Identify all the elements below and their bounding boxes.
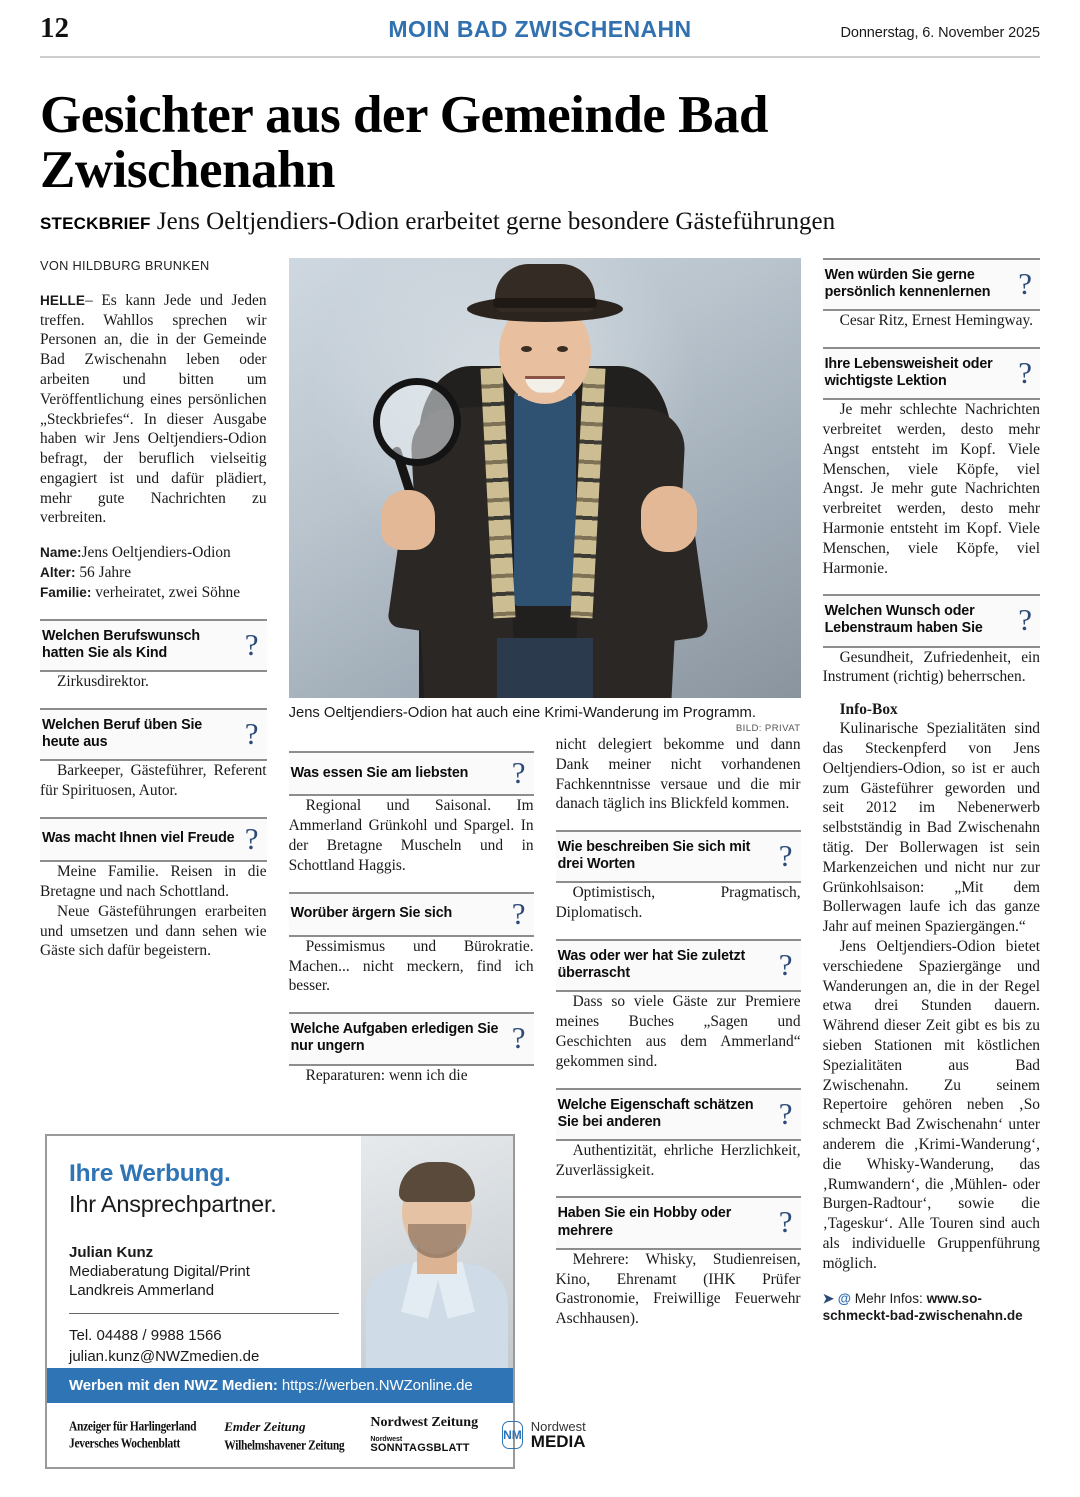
ad-url-bar[interactable] [47,1368,513,1403]
ad-contact-region: Landkreis Ammerland [69,1282,215,1299]
logo-anzeiger-harlingerland: Anzeiger für Harlingerland [69,1419,197,1434]
nordwest-media-line1: Nordwest [530,1418,586,1434]
question-block [40,708,267,761]
more-info-url[interactable]: www.so-schmeckt-bad-zwischenahn.de [822,1290,1023,1323]
fact-age [40,563,267,583]
ad-portrait-photo [361,1136,513,1368]
infobox-paragraph-2: Jens Oeltjendiers-Odion bietet verschiedene Spaziergänge und Wanderungen an, die in der Regel etwa drei Stunden dauern. Während dieser Zeit gibt es bis zu sieben Stationen mit köstlichen Spezialitäten aus Bad Zwischenahn. Zu seinem Repertoire gehören neben ‚So schmeckt Bad Zwischenahn‘ unter anderem die ‚Krimi-Wanderung‘, die Whisky-Wanderung, das ‚Rumwandern‘, die ‚Mühlen- oder Burgen-Radtour‘, sowie die ‚Tageskur‘. Alle Touren sind auch als individuelle Gruppenführung möglich. [822,937,1040,1272]
logo-emder-zeitung: Emder Zeitung [224,1418,306,1434]
nordwest-media-line2: MEDIA [530,1431,586,1451]
question-block [289,751,534,796]
page-number: 12 [40,12,69,44]
question-mark-icon: ? [244,626,259,662]
logo-group-2 [224,1419,344,1452]
question-text: Welchen Beruf üben Sie heute aus [42,716,203,751]
question-block [823,258,1040,311]
answer-text: Mehrere: Whisky, Studienreisen, Kino, Ehrenamt (IHK Prüfer Gastronomie, Freiwillige Feuerwehr Aschhausen). [555,1250,801,1328]
question-mark-icon: ? [778,838,793,874]
answer-text: Cesar Ritz, Ernest Hemingway. [839,312,1034,330]
question-block [556,939,801,992]
question-text: Welche Aufgaben erledigen Sie nur ungern [290,1021,499,1055]
question-block [40,817,267,862]
question-mark-icon: ? [778,1095,793,1131]
question-block [823,594,1040,647]
question-text: Was oder wer hat Sie zuletzt überrascht [557,948,746,982]
fact-name-label: Name: [40,545,82,561]
question-mark-icon: ? [778,947,793,983]
ad-top-section [47,1136,513,1368]
infobox-title: Info-Box [839,701,898,719]
column-3 [556,735,801,1329]
ad-url-label: Werben mit den NWZ Medien: [69,1377,282,1394]
magnifying-glass-icon [373,378,461,466]
question-mark-icon: ? [511,754,526,790]
question-block [556,1196,801,1249]
logo-wilhelmshavener-zeitung: Wilhelmshavener Zeitung [224,1438,345,1453]
subheadline [40,208,1040,236]
answer-text: Pessimismus und Bürokratie. Machen... nicht meckern, find ich besser. [288,937,534,995]
answer-continuation: nicht delegiert bekomme und dann Dank meiner nicht vorhandenen Fachkenntnisse versaue und die mir danach täglich ins Blickfeld kommen. [555,735,801,813]
article-photo [289,258,801,698]
intro-text: – Es kann Jede und Jeden treffen. Wahllos sprechen wir Personen an, die in der Gemeinde Bad Zwischenahn leben oder arbeiten und bitten um Veröffentlichung eines persönlichen „Steckbriefes“. In dieser Ausgabe haben wir Jens Oeltjendiers-Odion befragt, der beruflich vielseitig engagiert ist und dafür plädiert, mehr gute Nachrichten zu verbreiten. [40,291,267,527]
answer-text: Dass so viele Gäste zur Premiere meines Buches „Sagen und Geschichten aus dem Ammerland“ gekommen sind. [555,993,801,1070]
answer-text: Authentizität, ehrliche Herzlichkeit, Zuverlässigkeit. [555,1141,801,1179]
logo-group-3 [370,1415,478,1455]
ad-headline-primary: Ihre Werbung. [69,1160,231,1187]
question-text: Haben Sie ein Hobby oder mehrere [557,1205,732,1239]
ad-contact-role: Mediaberatung Digital/Print [69,1263,250,1280]
answer-text: Regional und Saisonal. Im Ammerland Grünkohl und Spargel. In der Bretagne Muscheln und in Schottland Haggis. [288,797,534,874]
question-text: Was essen Sie am liebsten [290,764,469,781]
question-text: Worüber ärgern Sie sich [290,905,453,922]
subheadline-text: Jens Oeltjendiers-Odion erarbeitet gerne besondere Gästeführungen [156,208,836,236]
ad-url-value[interactable]: https://werben.NWZonline.de [281,1377,473,1394]
logo-nordwest-zeitung: Nordwest Zeitung [370,1415,479,1431]
masthead [40,0,1040,50]
question-text: Wie beschreiben Sie sich mit drei Worten [557,839,751,873]
ad-contact-name: Julian Kunz [69,1244,154,1261]
byline: VON HILDBURG BRUNKEN [40,257,210,273]
nordwest-media-wordmark [531,1420,586,1451]
at-icon: @ [837,1290,851,1306]
question-text: Welchen Berufswunsch hatten Sie als Kind [42,627,201,662]
question-mark-icon: ? [511,895,526,931]
answer-text: Optimistisch, Pragmatisch, Diplomatisch. [555,884,801,922]
intro-paragraph [40,291,267,529]
question-block [556,1088,801,1141]
masthead-divider [40,56,1040,58]
photo-caption-text: Jens Oeltjendiers-Odion hat auch eine Krimi-Wanderung im Programm. [288,704,756,721]
more-info-line[interactable] [823,1290,1040,1325]
fact-age-label: Alter: [40,565,76,581]
question-mark-icon: ? [511,1020,526,1056]
fact-age-value: 56 Jahre [75,564,132,582]
answer-text: Je mehr schlechte Nachrichten verbreitet werden, desto mehr Angst entsteht im Kopf. Viele Menschen, viele Köpfe, viel Angst. Je mehr gute Nachrichten verbreitet werden, desto mehr Harmonie entsteht im Kopf. Viele Menschen, viele Köpfe, viel Harmonie. [822,401,1040,577]
column-4 [823,258,1040,1329]
logo-sonntagsblatt [370,1436,478,1455]
photo-block [289,258,801,735]
question-text: Welche Eigenschaft schätzen Sie bei anderen [557,1096,754,1130]
fact-family-label: Familie: [40,585,92,600]
logo-jeversches-wochenblatt: Jeversches Wochenblatt [69,1436,181,1451]
question-block [40,619,267,672]
question-text: Ihre Lebensweisheit oder wichtigste Lektion [824,355,993,389]
answer-text: Zirkusdirektor. [57,673,149,691]
question-mark-icon: ? [244,715,259,751]
question-block [556,830,801,883]
photo-caption [289,705,801,735]
ad-phone: Tel. 04488 / 9988 1566 [69,1327,222,1344]
question-mark-icon: ? [778,1204,793,1240]
fact-family [40,583,267,603]
advertisement-box[interactable] [45,1134,586,1469]
ad-text-column [47,1136,361,1368]
answer-text-continued: Neue Gästeführungen erarbeiten und umsetzen und dann sehen wie Gäste sich dafür begeistern. [40,902,267,960]
answer-text: Meine Familie. Reisen in die Bretagne und nach Schottland. [40,863,267,901]
masthead-date: Donnerstag, 6. November 2025 [840,25,1040,41]
question-mark-icon: ? [244,820,259,856]
arrow-icon: ➤ [822,1290,834,1306]
question-block [289,892,534,937]
ad-email[interactable]: julian.kunz@NWZmedien.de [69,1347,260,1365]
answer-text: Reparaturen: wenn ich die [305,1066,468,1084]
ad-logo-strip [47,1403,586,1467]
masthead-title: MOIN BAD ZWISCHENAHN [388,16,692,42]
photo-credit: BILD: PRIVAT [735,723,801,735]
fact-list [40,543,267,603]
nordwest-media-badge-icon: NM [502,1421,523,1449]
fact-family-value: verheiratet, zwei Söhne [91,584,241,601]
question-text: Welchen Wunsch oder Lebenstraum haben Sie [824,603,983,637]
question-mark-icon: ? [1018,602,1032,638]
logo-group-1 [69,1421,196,1450]
kicker-label: STECKBRIEF [40,214,151,234]
fact-name-value: Jens Oeltjendiers-Odion [81,544,231,562]
infobox-paragraph-1: Kulinarische Spezialitäten sind das Steckenpferd von Jens Oeltjendiers-Odion, so ist er auch zum Gästeführer geworden und seit 2012 im Nebenerwerb selbstständig in Bad Zwischenahn tätig. Der Bollerwagen ist sein Markenzeichen und nicht nur zur Grünkohlsaison: „Mit dem Bollerwagen laufe ich das ganze Jahr auf meinen Spaziergängen.“ [822,720,1040,936]
more-info-label: Mehr Infos: [851,1290,927,1306]
question-text: Wen würden Sie gerne persönlich kennenlernen [824,266,991,300]
question-mark-icon: ? [1018,354,1032,390]
dateline: HELLE [40,292,86,308]
answer-text: Barkeeper, Gästeführer, Referent für Spirituosen, Autor. [40,762,267,800]
fact-name [40,543,267,563]
logo-sonntagsblatt-top: Nordwest [370,1436,403,1444]
question-text: Was macht Ihnen viel Freude [42,830,235,847]
page-title: Gesichter aus der Gemeinde Bad Zwischenahn [40,86,768,200]
ad-divider [69,1313,339,1314]
question-mark-icon: ? [1018,265,1032,301]
answer-text: Gesundheit, Zufriedenheit, ein Instrument (richtig) beherrschen. [822,648,1040,686]
logo-sonntagsblatt-main: SONNTAGSBLATT [370,1442,470,1455]
question-block [289,1012,534,1065]
question-block [823,347,1040,400]
ad-headline-secondary: Ihr Ansprechpartner. [69,1191,277,1217]
